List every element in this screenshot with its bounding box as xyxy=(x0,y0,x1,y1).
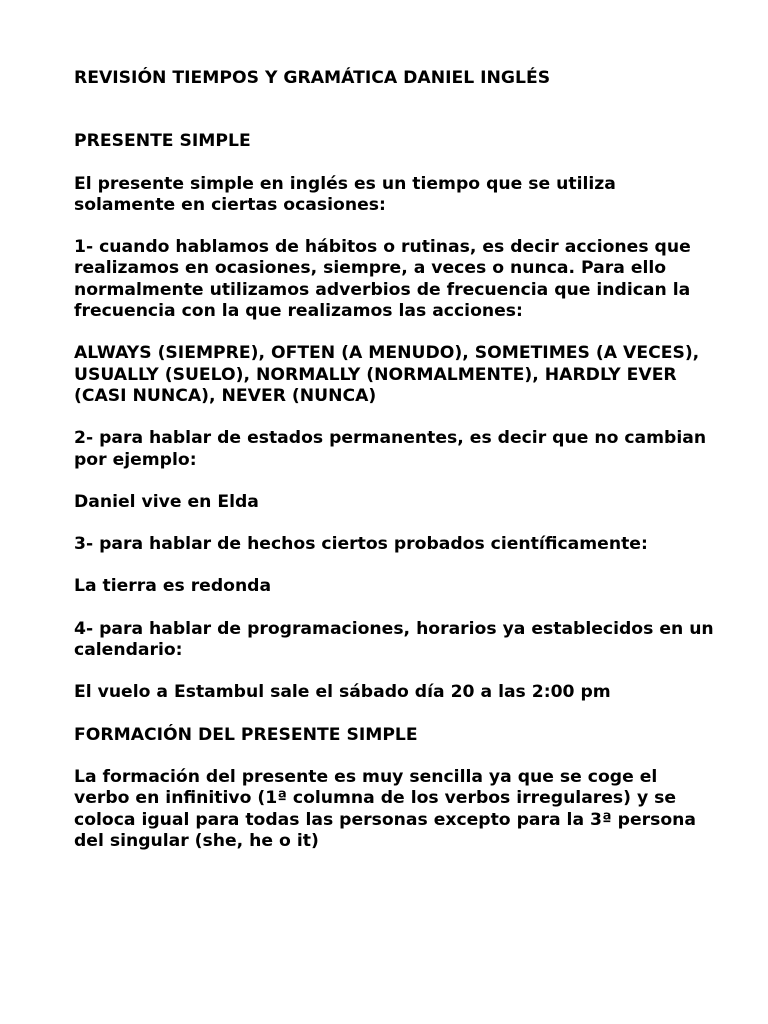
spacer xyxy=(74,89,714,131)
paragraph-point-3: 3- para hablar de hechos ciertos probados científicamente: xyxy=(74,534,648,555)
section-heading-present-simple: PRESENTE SIMPLE xyxy=(74,131,251,152)
spacer xyxy=(74,216,714,237)
spacer xyxy=(74,661,714,682)
paragraph-point-2: 2- para hablar de estados permanentes, es decir que no cambian por ejemplo: xyxy=(74,428,707,470)
section-heading-formation: FORMACIÓN DEL PRESENTE SIMPLE xyxy=(74,724,418,745)
spacer xyxy=(74,407,714,428)
document-title: REVISIÓN TIEMPOS Y GRAMÁTICA DANIEL INGLÉS xyxy=(74,68,551,88)
example-point-4: El vuelo a Estambul sale el sábado día 20 a las 2:00 pm xyxy=(74,682,611,703)
example-point-3: La tierra es redonda xyxy=(74,576,272,597)
spacer xyxy=(74,471,714,492)
document-page xyxy=(74,68,714,852)
spacer xyxy=(74,746,714,767)
example-point-2: Daniel vive en Elda xyxy=(74,491,259,512)
paragraph-point-1: 1- cuando hablamos de hábitos o rutinas, es decir acciones que realizamos en ocasiones, siempre, a veces o nunca. Para ello normalmente utilizamos adverbios de frecuencia que indican la frecuencia con la que realizamos las acciones: xyxy=(74,237,691,322)
spacer xyxy=(74,513,714,534)
paragraph-point-4: 4- para hablar de programaciones, horarios ya establecidos en un calendario: xyxy=(74,618,714,661)
spacer xyxy=(74,322,714,343)
spacer xyxy=(74,555,714,576)
spacer xyxy=(74,704,714,725)
paragraph-intro: El presente simple en inglés es un tiempo que se utiliza solamente en ciertas ocasiones: xyxy=(74,173,616,215)
spacer xyxy=(74,598,714,619)
paragraph-formation: La formación del presente es muy sencilla ya que se coge el verbo en infinitivo (1ª columna de los verbos irregulares) y se coloca igual para todas las personas excepto para la 3ª persona del singular (she, he o it) xyxy=(74,766,696,851)
spacer xyxy=(74,153,714,174)
paragraph-adverbs: ALWAYS (SIEMPRE), OFTEN (A MENUDO), SOMETIMES (A VECES), USUALLY (SUELO), NORMALLY (NORMALMENTE), HARDLY EVER (CASI NUNCA), NEVER (NUNCA) xyxy=(74,343,700,406)
